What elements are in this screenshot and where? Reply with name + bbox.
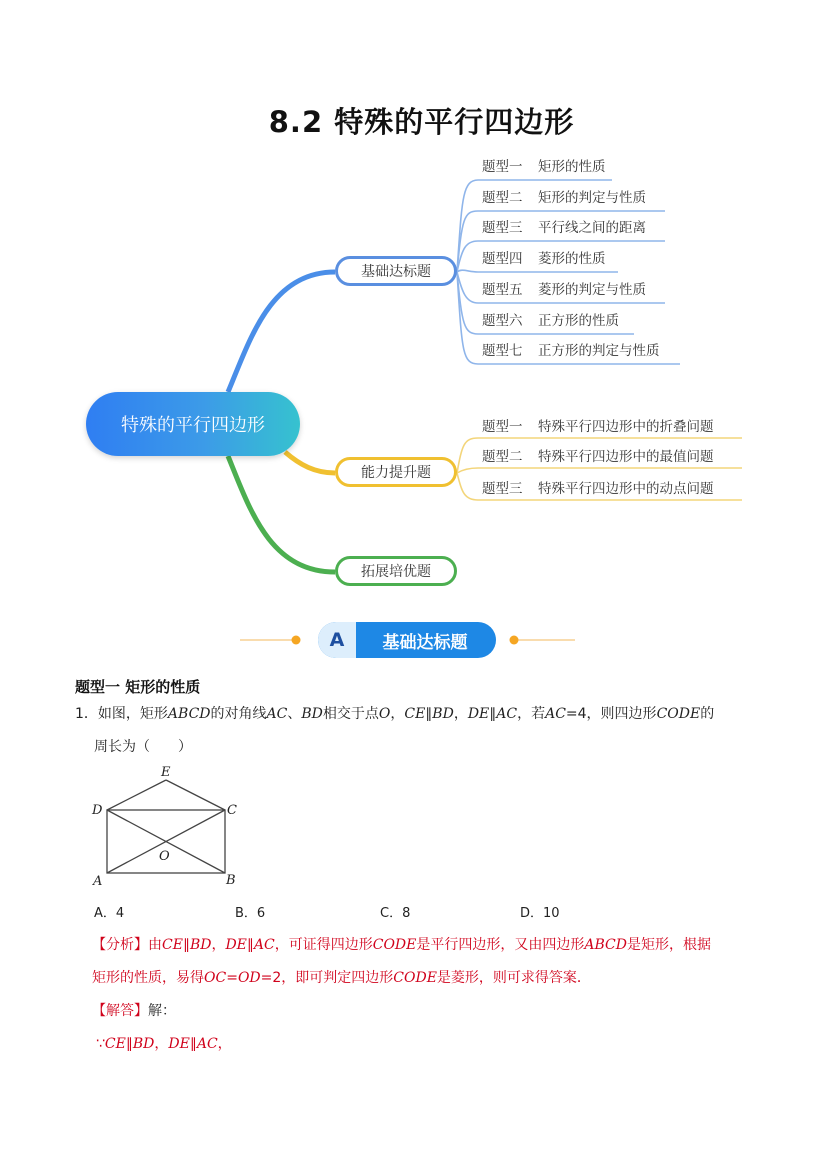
connector-basic bbox=[228, 272, 335, 392]
mindmap-connectors bbox=[0, 140, 827, 600]
leaf-basic-3: 题型三 平行线之间的距离 bbox=[482, 220, 646, 236]
section-letter-badge: A bbox=[318, 622, 356, 658]
analysis-line2: 矩形的性质，易得OC=OD=2，即可判定四边形CODE是菱形，则可求得答案． bbox=[92, 970, 591, 986]
segment-ce bbox=[166, 780, 225, 810]
leaf-basic-6: 题型六 正方形的性质 bbox=[482, 313, 619, 329]
leaf-basic-7: 题型七 正方形的判定与性质 bbox=[482, 343, 660, 359]
leaf-basic-2: 题型二 矩形的判定与性质 bbox=[482, 190, 646, 206]
choice-a: A．4 bbox=[94, 906, 125, 921]
label-o: O bbox=[159, 849, 170, 864]
leaf-basic-5: 题型五 菱形的判定与性质 bbox=[482, 282, 646, 298]
choice-d: D．10 bbox=[520, 906, 560, 921]
branch-basic: 基础达标题 bbox=[335, 256, 457, 286]
choice-c: C．8 bbox=[380, 906, 411, 921]
leaf-ability-2: 题型二 特殊平行四边形中的最值问题 bbox=[482, 449, 714, 465]
leaf-ability-1: 题型一 特殊平行四边形中的折叠问题 bbox=[482, 419, 714, 435]
question-stem-line1: 1．如图，矩形ABCD的对角线AC、BD相交于点O，CE∥BD，DE∥AC，若AC=4，则四边形CODE的 bbox=[75, 706, 715, 722]
analysis-line1: 【分析】由CE∥BD，DE∥AC，可证得四边形CODE是平行四边形，又由四边形ABCD是矩形，根据 bbox=[92, 937, 711, 953]
leaf-ability-3: 题型三 特殊平行四边形中的动点问题 bbox=[482, 481, 714, 497]
mindmap-root: 特殊的平行四边形 bbox=[86, 392, 300, 456]
rectangle-figure bbox=[88, 762, 248, 892]
leaf-basic-4: 题型四 菱形的性质 bbox=[482, 251, 606, 267]
label-c: C bbox=[227, 803, 237, 818]
choice-b: B．6 bbox=[235, 906, 266, 921]
label-b: B bbox=[226, 873, 236, 888]
label-e: E bbox=[161, 765, 171, 780]
question-stem-line2: 周长为（ ） bbox=[94, 739, 192, 755]
label-a: A bbox=[93, 874, 103, 889]
page-title: 8.2 特殊的平行四边形 bbox=[268, 105, 575, 139]
label-d: D bbox=[92, 803, 103, 818]
section-banner-title: 基础达标题 bbox=[382, 632, 468, 653]
answer-label: 【解答】解： bbox=[92, 1003, 176, 1019]
proof-line: ∵CE∥BD，DE∥AC， bbox=[96, 1036, 232, 1052]
branch-extend: 拓展培优题 bbox=[335, 556, 457, 586]
question-type-heading: 题型一 矩形的性质 bbox=[75, 678, 201, 696]
leaf-basic-1: 题型一 矩形的性质 bbox=[482, 159, 606, 175]
branch-ability: 能力提升题 bbox=[335, 457, 457, 487]
segment-de bbox=[107, 780, 166, 810]
connector-ability bbox=[285, 452, 335, 473]
